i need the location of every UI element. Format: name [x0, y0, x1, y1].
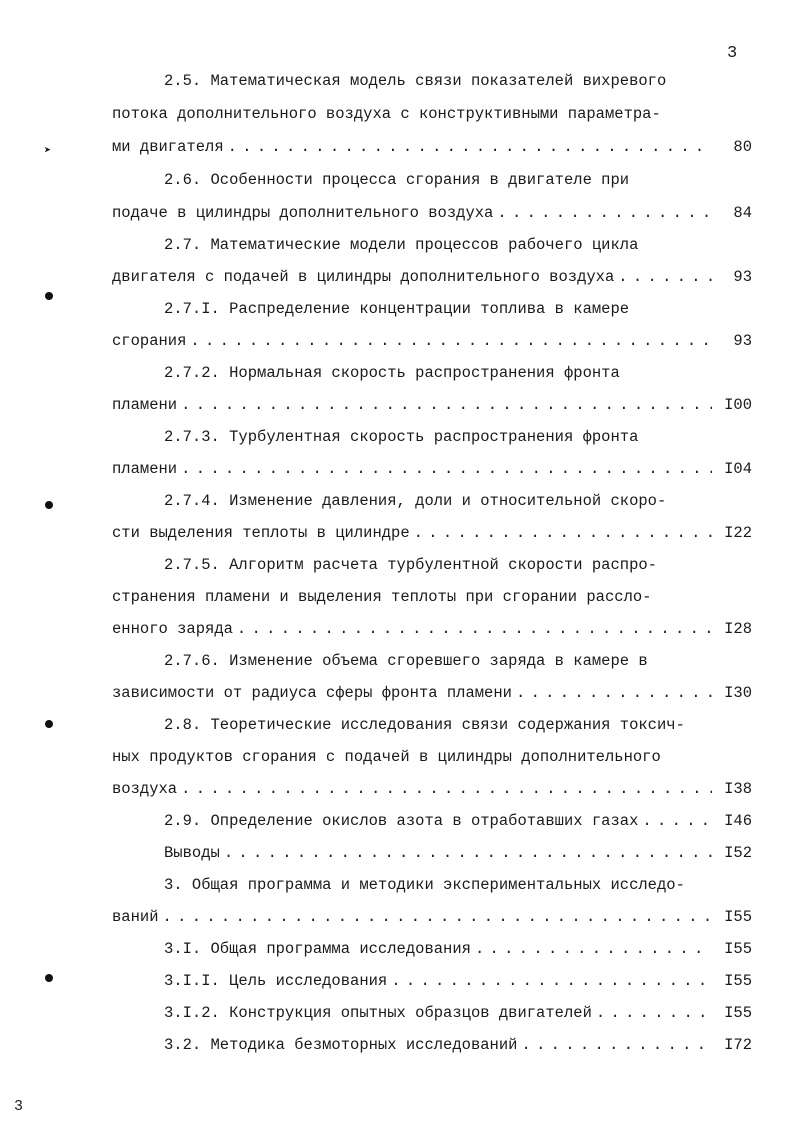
toc-page-number: 93: [733, 268, 752, 286]
toc-line: [112, 171, 752, 195]
dot-leader: [181, 460, 712, 478]
toc-line: [112, 908, 752, 932]
dot-leader: [642, 812, 712, 830]
toc-page-number: I00: [724, 396, 752, 414]
dot-leader: [163, 908, 712, 926]
toc-line: [112, 1036, 752, 1060]
toc-page-number: I72: [724, 1036, 752, 1054]
toc-page-number: I55: [724, 1004, 752, 1022]
dot-leader: [618, 268, 712, 286]
dot-leader: [521, 1036, 712, 1054]
dot-leader: [181, 780, 712, 798]
toc-page-number: I52: [724, 844, 752, 862]
toc-line: [112, 972, 752, 996]
toc-line: [112, 940, 752, 964]
toc-line: [112, 876, 752, 900]
toc-page-number: 93: [733, 332, 752, 350]
toc-line: [112, 396, 752, 420]
toc-line: [112, 1004, 752, 1028]
toc-entry-text: Выводы: [164, 844, 220, 862]
toc-line: [112, 780, 752, 804]
toc-entry-text: воздуха: [112, 780, 178, 798]
toc-entry-text: сгорания: [112, 332, 187, 350]
toc-entry-text: ваний: [112, 908, 159, 926]
toc-line: [112, 716, 752, 740]
toc-line: [112, 138, 752, 162]
toc-page-number: I55: [724, 972, 752, 990]
toc-entry-text: потока дополнительного воздуха с конструктивными параметра-: [112, 105, 661, 123]
toc-line: [112, 748, 752, 772]
toc-line: [112, 812, 752, 836]
toc-page-number: I22: [724, 524, 752, 542]
dot-leader: [190, 332, 712, 350]
toc-line: [112, 332, 752, 356]
dot-leader: [414, 524, 712, 542]
toc-line: [112, 844, 752, 868]
page-number: 3: [727, 44, 738, 63]
dot-leader: [596, 1004, 712, 1022]
toc-entry-text: 3.I.2. Конструкция опытных образцов двигателей: [164, 1004, 592, 1022]
toc-entry-text: 2.8. Теоретические исследования связи содержания токсич-: [164, 716, 685, 734]
dot-leader: [228, 138, 712, 156]
toc-entry-text: 2.7. Математические модели процессов рабочего цикла: [164, 236, 639, 254]
toc-line: [112, 652, 752, 676]
toc-entry-text: 2.5. Математическая модель связи показателей вихревого: [164, 72, 667, 90]
toc-line: [112, 204, 752, 228]
toc-entry-text: зависимости от радиуса сферы фронта пламени: [112, 684, 512, 702]
toc-entry-text: енного заряда: [112, 620, 233, 638]
toc-line: [112, 236, 752, 260]
dot-leader: [516, 684, 712, 702]
toc-line: [112, 524, 752, 548]
toc-entry-text: двигателя с подачей в цилиндры дополнительного воздуха: [112, 268, 615, 286]
toc-entry-text: подаче в цилиндры дополнительного воздуха: [112, 204, 494, 222]
toc-line: [112, 620, 752, 644]
toc-page-number: I04: [724, 460, 752, 478]
toc-entry-text: 2.6. Особенности процесса сгорания в двигателе при: [164, 171, 630, 189]
toc-page-number: I55: [724, 940, 752, 958]
toc-page-number: I46: [724, 812, 752, 830]
toc-entry-text: 2.7.5. Алгоритм расчета турбулентной скорости распро-: [164, 556, 657, 574]
toc-entry-text: 2.7.4. Изменение давления, доли и относительной скоро-: [164, 492, 667, 510]
toc-line: [112, 492, 752, 516]
toc-entry-text: пламени: [112, 460, 178, 478]
dot-leader: [237, 620, 712, 638]
toc-entry-text: сти выделения теплоты в цилиндре: [112, 524, 410, 542]
toc-line: [112, 428, 752, 452]
toc-entry-text: 3.I. Общая программа исследования: [164, 940, 471, 958]
toc-entry-text: ных продуктов сгорания с подачей в цилиндры дополнительного: [112, 748, 661, 766]
toc-entry-text: 3. Общая программа и методики экспериментальных исследо-: [164, 876, 685, 894]
toc-line: [112, 460, 752, 484]
toc-page-number: I30: [724, 684, 752, 702]
dot-leader: [224, 844, 712, 862]
toc-entry-text: 2.7.6. Изменение объема сгоревшего заряда в камере в: [164, 652, 648, 670]
toc-line: [112, 105, 752, 129]
toc-entry-text: ми двигателя: [112, 138, 224, 156]
toc-entry-text: 3.I.I. Цель исследования: [164, 972, 388, 990]
margin-arrow-icon: ➤: [44, 144, 52, 158]
toc-line: [112, 588, 752, 612]
toc-entry-text: пламени: [112, 396, 178, 414]
toc-entry-text: 2.9. Определение окислов азота в отработавших газах: [164, 812, 639, 830]
dot-leader: [181, 396, 712, 414]
dot-leader: [391, 972, 712, 990]
toc-line: [112, 684, 752, 708]
toc-line: [112, 72, 752, 96]
dot-leader: [475, 940, 712, 958]
toc-entry-text: 2.7.I. Распределение концентрации топлива в камере: [164, 300, 630, 318]
toc-page-number: I55: [724, 908, 752, 926]
toc-entry-text: странения пламени и выделения теплоты при сгорании расслo-: [112, 588, 652, 606]
toc-page-number: 84: [733, 204, 752, 222]
toc-page-number: I38: [724, 780, 752, 798]
toc-line: [112, 300, 752, 324]
toc-entry-text: 2.7.2. Нормальная скорость распространения фронта: [164, 364, 620, 382]
toc-entry-text: 2.7.3. Турбулентная скорость распространения фронта: [164, 428, 639, 446]
toc-entry-text: 3.2. Методика безмоторных исследований: [164, 1036, 518, 1054]
toc-line: [112, 364, 752, 388]
corner-mark: 3: [14, 1098, 24, 1115]
toc-line: [112, 556, 752, 580]
toc-page-number: I28: [724, 620, 752, 638]
dot-leader: [497, 204, 712, 222]
toc-page-number: 80: [733, 138, 752, 156]
toc-line: [112, 268, 752, 292]
